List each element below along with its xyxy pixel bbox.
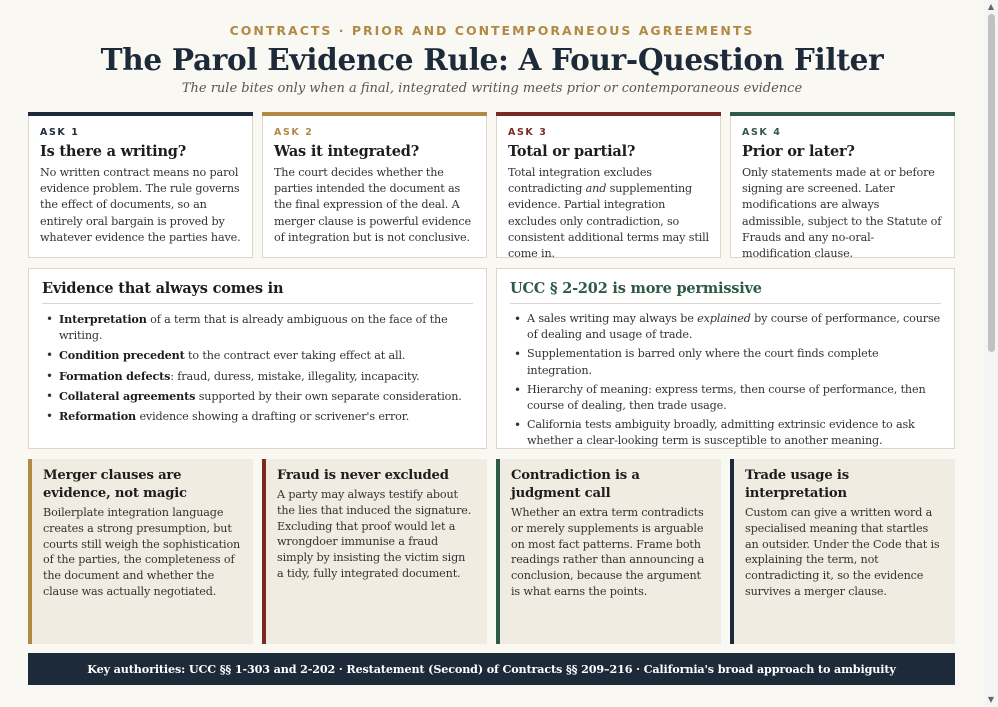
ask-label: ASK 4: [742, 127, 782, 138]
scroll-up-icon[interactable]: ▲: [987, 2, 995, 11]
eyebrow: CONTRACTS · PRIOR AND CONTEMPORANEOUS AGREEMENTS: [229, 23, 755, 38]
list-item-text: of a term that is already ambiguous on the face of the writing.: [59, 313, 448, 343]
list-item-term: Collateral agreements: [59, 388, 196, 403]
note-title: Merger clauses are evidence, not magic: [43, 468, 187, 501]
list-item-text: to the contract ever taking effect at all.: [184, 349, 406, 363]
list-item: [42, 347, 473, 364]
list-item: [42, 368, 473, 385]
ask-body: Only statements made at or before signing are screened. Later modifications are always admissible, subject to the Statute of Frauds and any no-oral-modification clause.: [742, 166, 942, 261]
note-card-fraud: [262, 459, 487, 644]
note-title: Contradiction is a judgment call: [511, 468, 640, 501]
ask-card-3: [496, 112, 721, 261]
ask-body-text: Total integration excludes contradicting: [508, 166, 652, 196]
panel-title: Evidence that always comes in: [42, 280, 473, 304]
always-admissible-panel: [28, 268, 487, 449]
list-item-term: Interpretation: [59, 312, 147, 326]
note-body: Whether an extra term contradicts or merely supplements is arguable on most fact patterns. Frame both readings rather than announcing a conclusion, because the argument is what earns the points.: [511, 506, 705, 598]
always-admissible-list: [42, 311, 473, 425]
list-item: [42, 311, 473, 344]
note-body: Boilerplate integration language creates a strong presumption, but courts still weigh the sophistication of the parties, the completeness of the document and whether the clause was actually negotiated.: [43, 506, 241, 598]
list-item: [42, 388, 473, 405]
note-body: A party may always testify about the lies that induced the signature. Excluding that proof would let a wrongdoer immunise a fraud simply by insisting the victim sign a tidy, fully integrated document.: [277, 488, 472, 580]
list-item: • Hierarchy of meaning: express terms, then course of performance, then course of dealing, then trade usage.: [510, 382, 941, 414]
page-title: The Parol Evidence Rule: A Four-Question Filter: [100, 42, 884, 77]
scrollbar-thumb[interactable]: [988, 14, 995, 352]
list-item: • Supplementation is barred only where the court finds complete integration.: [510, 346, 941, 378]
ask-card-4: [730, 112, 955, 261]
page-subtitle: The rule bites only when a final, integrated writing meets prior or contemporaneous evidence: [181, 81, 803, 96]
list-item: [42, 408, 473, 425]
ask-card-1: [28, 112, 253, 258]
ask-body: No written contract means no parol evidence problem. The rule governs the effect of documents, so an entirely oral bargain is proved by whatever evidence the parties have.: [40, 166, 241, 244]
list-item-term: Reformation: [59, 409, 137, 424]
note-card-merger: [28, 459, 253, 644]
ask-question: Was it integrated?: [274, 143, 419, 160]
list-item-text: by course of performance, course of dealing and usage of trade.: [527, 312, 941, 342]
ask-card-accent-bar: [262, 112, 487, 116]
list-item-term: Condition precedent: [59, 348, 185, 363]
ask-question: Is there a writing?: [40, 143, 187, 160]
note-title: Fraud is never excluded: [277, 468, 449, 483]
note-body: Custom can give a written word a specialised meaning that startles an outsider. Under the Code that is explaining the term, not contradicting it, so the evidence survives a merger clause.: [745, 506, 940, 598]
list-item-text: A sales writing may always be: [527, 312, 698, 325]
ask-question: Prior or later?: [742, 143, 855, 160]
ask-body-text: supplementing evidence. Partial integration excludes only contradiction, so consistent additional terms may still come in.: [508, 182, 709, 261]
list-item-text: supported by their own separate consideration.: [195, 389, 462, 403]
list-item-emphasis: explained: [697, 312, 751, 325]
ask-card-accent-bar: [28, 112, 253, 116]
ask-card-2: [262, 112, 487, 258]
note-title: Trade usage is interpretation: [745, 468, 849, 501]
vertical-scrollbar[interactable]: [984, 0, 998, 707]
key-authorities-footer: Key authorities: UCC §§ 1-303 and 2-202 · Restatement (Second) of Contracts §§ 209–216 · California's broad approach to ambiguity: [28, 653, 955, 685]
ask-label: ASK 2: [274, 127, 314, 138]
ask-body: [508, 165, 709, 262]
list-item-text: : fraud, duress, mistake, illegality, incapacity.: [170, 369, 420, 383]
list-item: [510, 311, 941, 343]
ask-question: Total or partial?: [508, 143, 636, 160]
panel-title: UCC § 2-202 is more permissive: [510, 280, 941, 304]
ucc-list: [510, 311, 941, 450]
note-card-trade-usage: [730, 459, 955, 644]
ask-label: ASK 3: [508, 127, 548, 138]
ask-card-accent-bar: [730, 112, 955, 116]
list-item-term: Formation defects: [59, 368, 171, 383]
ask-card-accent-bar: [496, 112, 721, 116]
list-item-text: evidence showing a drafting or scrivener's error.: [136, 410, 410, 424]
ucc-panel: [496, 268, 955, 449]
ask-body-emphasis: and: [585, 182, 607, 196]
list-item: • California tests ambiguity broadly, admitting extrinsic evidence to ask whether a clear-looking term is susceptible to another meaning.: [510, 417, 941, 449]
note-card-contradiction: [496, 459, 721, 644]
ask-label: ASK 1: [40, 127, 80, 138]
scroll-down-icon[interactable]: ▼: [987, 695, 995, 704]
ask-body: The court decides whether the parties intended the document as the final expression of the deal. A merger clause is powerful evidence of integration but is not conclusive.: [274, 166, 471, 244]
